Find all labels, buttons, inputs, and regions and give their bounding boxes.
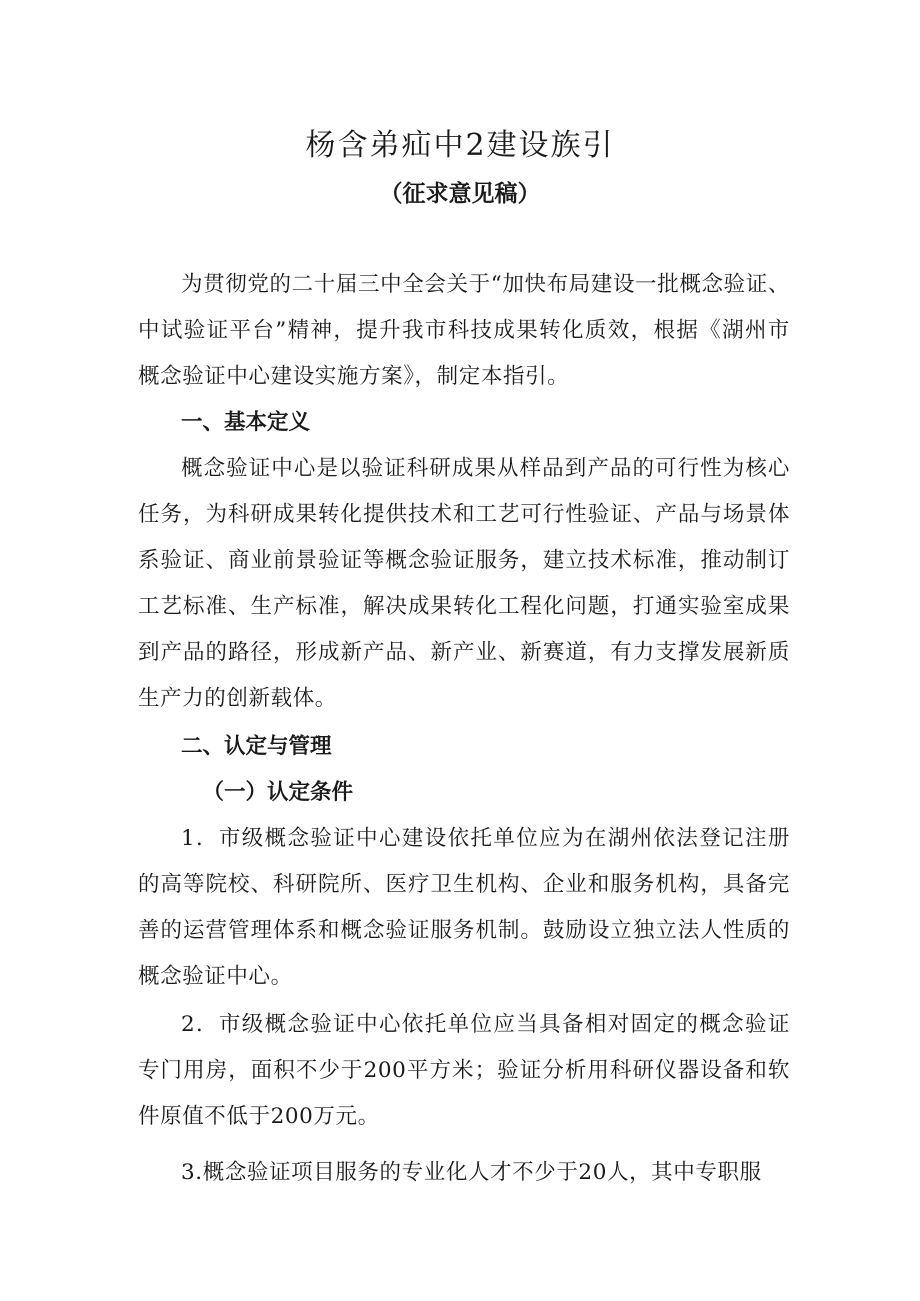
condition-item-1: 1．市级概念验证中心建设依托单位应为在湖州依法登记注册的高等院校、科研院所、医疗卫生机构、企业和服务机构，具备完善的运营管理体系和概念验证服务机制。鼓励设立独立法人性质的概念验证中心。 <box>138 826 790 989</box>
definition-paragraph: 概念验证中心是以验证科研成果从样品到产品的可行性为核心任务，为科研成果转化提供技术和工艺可行性验证、产品与场景体系验证、商业前景验证等概念验证服务，建立技术标准，推动制订工艺标准、生产标准，解决成果转化工程化问题，打通实验室成果到产品的路径，形成新产品、新产业、新赛道，有力支撑发展新质生产力的创新载体。 <box>138 456 790 711</box>
document-title: 杨含弟疝中2建设族引 <box>305 128 615 163</box>
document-body <box>138 262 790 1196</box>
section-heading-recognition-management: 二、认定与管理 <box>181 734 332 759</box>
subsection-heading-conditions: （一）认定条件 <box>202 780 354 805</box>
condition-item-2: 2．市级概念验证中心依托单位应当具备相对固定的概念验证专门用房，面积不少于200平方米；验证分析用科研仪器设备和软件原值不低于200万元。 <box>138 1012 790 1129</box>
intro-paragraph: 为贯彻党的二十届三中全会关于“加快布局建设一批概念验证、中试验证平台”精神，提升我市科技成果转化质效，根据《湖州市概念验证中心建设实施方案》，制定本指引。 <box>138 272 790 389</box>
section-heading-basic-definition: 一、基本定义 <box>181 410 311 435</box>
condition-item-3: 3.概念验证项目服务的专业化人才不少于20人，其中专职服 <box>181 1160 762 1185</box>
document-subtitle: （征求意见稿） <box>379 181 541 207</box>
